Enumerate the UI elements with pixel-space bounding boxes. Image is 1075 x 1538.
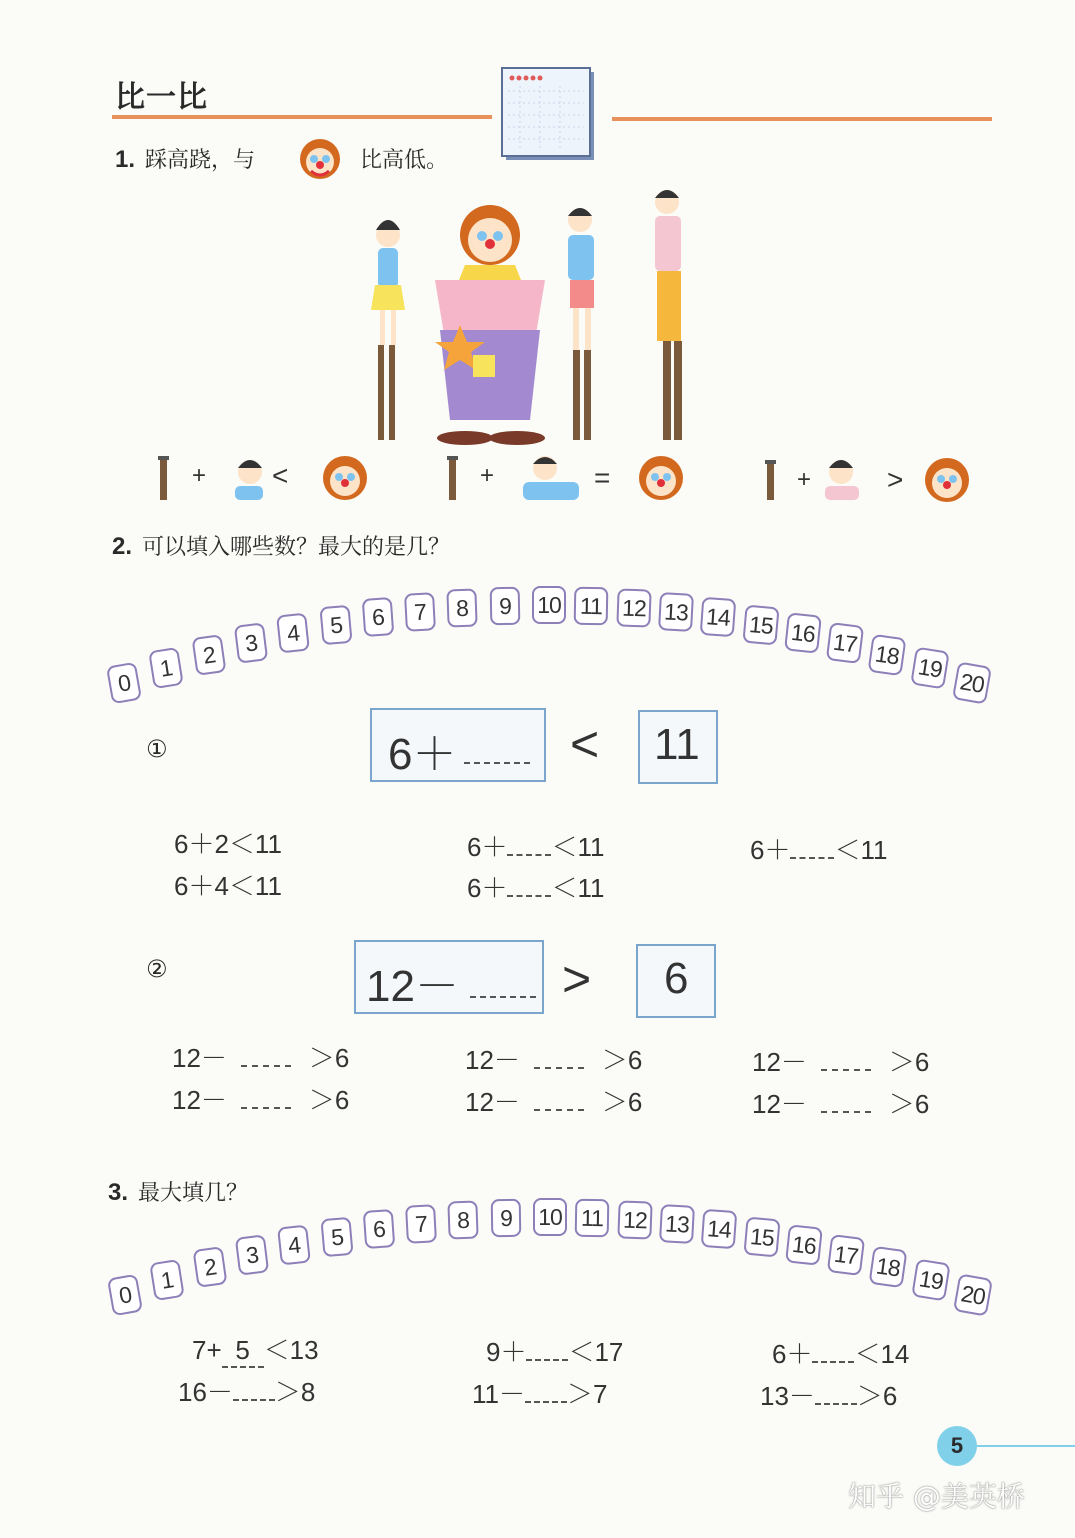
number-tile: 3 bbox=[235, 1235, 269, 1276]
part-1-left-box: 6＋ bbox=[370, 708, 546, 782]
number-tile: 17 bbox=[826, 622, 864, 664]
plus-sign: + bbox=[797, 466, 812, 493]
number-tile: 4 bbox=[277, 1225, 311, 1266]
number-tile: 19 bbox=[911, 1259, 951, 1302]
question-1: 1. 踩高跷，与 bbox=[115, 146, 256, 173]
number-tile: 11 bbox=[575, 1198, 610, 1237]
number-tile: 8 bbox=[447, 589, 478, 628]
plus-sign: + bbox=[192, 462, 207, 489]
equals-sign: = bbox=[594, 462, 611, 493]
number-tile: 0 bbox=[106, 662, 142, 705]
part-1-blank-row-1-b: 6＋ ＜11 bbox=[750, 835, 888, 865]
number-tile: 18 bbox=[868, 634, 907, 676]
number-tile: 13 bbox=[658, 592, 694, 632]
greater-than-sign: > bbox=[562, 951, 592, 1007]
number-tile: 8 bbox=[448, 1201, 479, 1240]
part-2-expression: 12－ ＞6 bbox=[752, 1047, 930, 1077]
part-1-example-2: 6＋4＜11 bbox=[174, 871, 282, 901]
number-tile: 19 bbox=[910, 647, 950, 690]
part-2-right-box: 6 bbox=[636, 944, 716, 1018]
number-tile: 15 bbox=[743, 1216, 780, 1257]
number-tile: 6 bbox=[363, 1209, 396, 1249]
question-2: 2. 可以填入哪些数？最大的是几？ bbox=[112, 533, 451, 560]
part-1-marker: ① bbox=[146, 735, 168, 763]
number-tile: 13 bbox=[659, 1204, 695, 1244]
part-2-expression: 12－ ＞6 bbox=[752, 1089, 930, 1119]
less-than-sign: < bbox=[272, 460, 289, 491]
number-tile: 9 bbox=[490, 1199, 521, 1238]
number-tile: 10 bbox=[533, 1198, 567, 1236]
less-than-sign: < bbox=[570, 716, 600, 772]
part-1-example-1: 6＋2＜11 bbox=[174, 829, 282, 859]
q3-row-1-c: 6＋ ＜14 bbox=[772, 1339, 910, 1369]
section-title: 比一比 bbox=[115, 80, 208, 115]
number-tile: 3 bbox=[234, 623, 268, 664]
part-1-blank-row-2: 6＋ ＜11 bbox=[467, 873, 605, 903]
number-tile: 9 bbox=[489, 587, 520, 626]
part-2-expression: 12－ ＞6 bbox=[465, 1087, 643, 1117]
number-tile: 5 bbox=[319, 604, 352, 644]
number-tile: 7 bbox=[404, 592, 436, 632]
question-3: 3. 最大填几？ bbox=[108, 1179, 249, 1206]
number-tile: 20 bbox=[953, 1273, 993, 1316]
number-tile: 7 bbox=[405, 1204, 437, 1244]
number-tile: 14 bbox=[701, 1209, 738, 1249]
number-tile: 6 bbox=[362, 597, 395, 637]
part-2-expression: 12－ ＞6 bbox=[465, 1045, 643, 1075]
number-tile: 2 bbox=[192, 1246, 227, 1288]
part-2-left-box: 12－ bbox=[354, 940, 544, 1014]
number-tile: 4 bbox=[276, 613, 310, 654]
number-tile: 1 bbox=[150, 1259, 186, 1301]
q3-row-1-b: 9＋ ＜17 bbox=[486, 1337, 624, 1367]
number-tile: 12 bbox=[617, 1201, 652, 1240]
plus-sign: + bbox=[480, 462, 495, 489]
number-tile: 17 bbox=[827, 1234, 865, 1276]
number-tile: 5 bbox=[320, 1216, 353, 1256]
number-tile: 20 bbox=[952, 661, 992, 704]
q3-row-1-a: 7+ 5 ＜13 bbox=[192, 1330, 319, 1368]
part-2-expression: 12－ ＞6 bbox=[172, 1043, 350, 1073]
q3-row-2-b: 11－ ＞7 bbox=[472, 1379, 608, 1409]
greater-than-sign: > bbox=[887, 464, 904, 495]
number-tile: 14 bbox=[700, 597, 737, 637]
number-tile: 11 bbox=[574, 586, 609, 625]
part-1-right-box: 11 bbox=[638, 710, 718, 784]
watermark: 知乎 @美英桥 bbox=[848, 1480, 1025, 1513]
part-2-expression: 12－ ＞6 bbox=[172, 1085, 350, 1115]
question-1-tail: 比高低。 bbox=[360, 148, 449, 173]
number-tile: 10 bbox=[532, 586, 566, 624]
page-number-line bbox=[977, 1445, 1075, 1447]
q3-row-2-a: 16－ ＞8 bbox=[178, 1377, 316, 1407]
number-tile: 0 bbox=[107, 1274, 143, 1317]
number-tile: 1 bbox=[149, 647, 185, 689]
number-tile: 16 bbox=[785, 1224, 823, 1265]
number-tile: 2 bbox=[191, 634, 226, 676]
part-1-blank-row-1: 6＋ ＜11 bbox=[467, 832, 605, 862]
part-2-marker: ② bbox=[146, 955, 168, 983]
number-tile: 15 bbox=[742, 604, 779, 645]
number-tile: 16 bbox=[784, 612, 822, 653]
number-tile: 18 bbox=[869, 1246, 908, 1288]
number-tile: 12 bbox=[616, 589, 651, 628]
q3-row-2-c: 13－ ＞6 bbox=[760, 1381, 898, 1411]
page-number: 5 bbox=[937, 1426, 977, 1466]
